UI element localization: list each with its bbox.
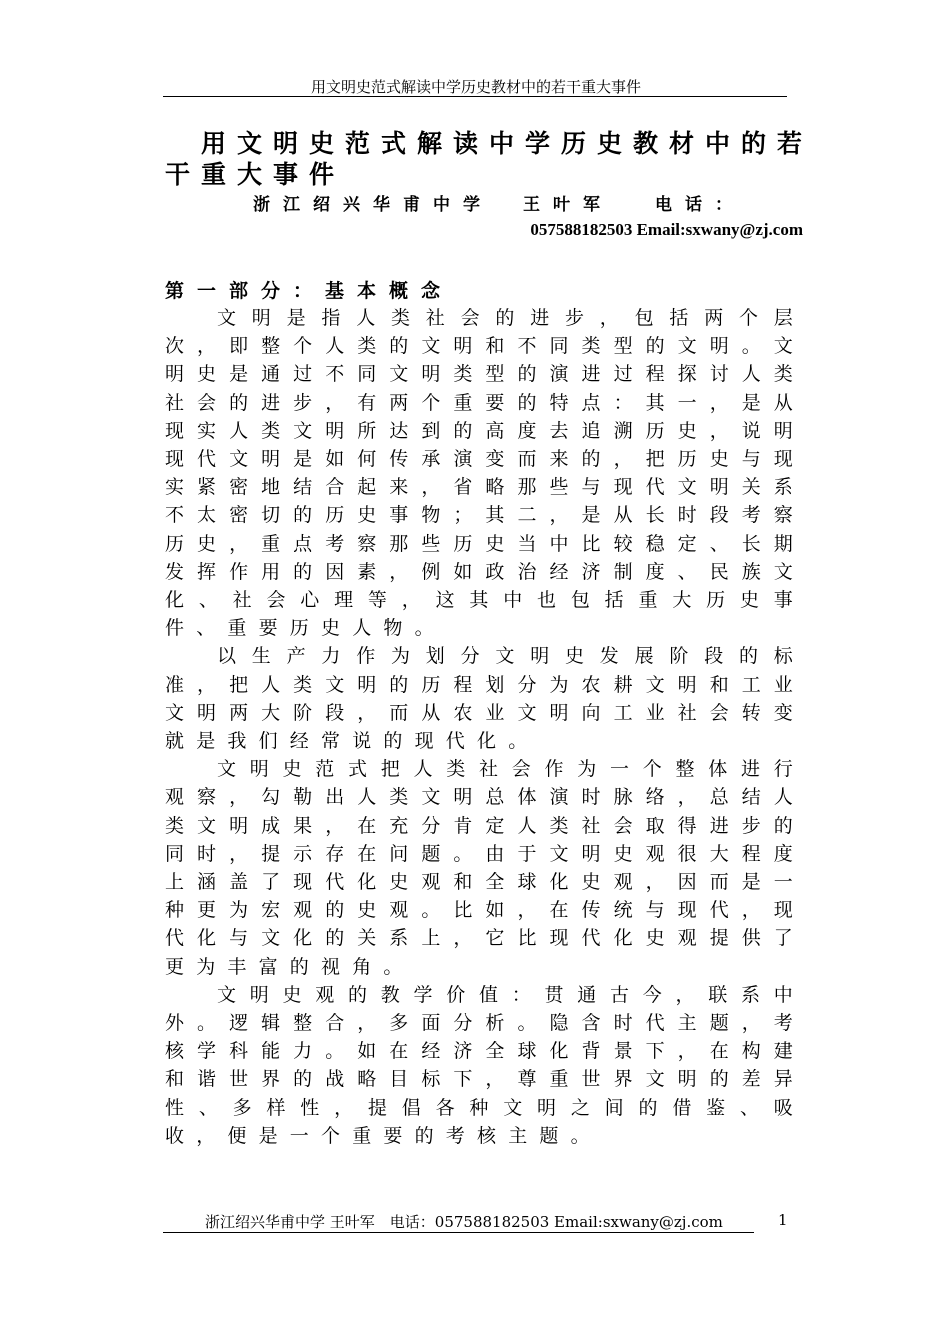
author-line — [253, 190, 813, 215]
section-heading: 第一部分：基本概念 — [165, 280, 454, 302]
running-header: 用文明史范式解读中学历史教材中的若干重大事件 — [310, 78, 641, 96]
running-footer: 浙江绍兴华甫中学 王叶军 电话：057588182503 Email:sxwany@zj.com — [205, 1213, 723, 1231]
document-title: 用文明史范式解读中学历史教材中的若干重大事件 — [165, 129, 814, 189]
footer-divider — [163, 1232, 754, 1233]
paragraph: 文明史观的教学价值：贯通古今，联系中外。逻辑整合，多面分析。隐含时代主题，考核学科能力。如在经济全球化背景下，在构建和谐世界的战略目标下，尊重世界文明的差异性、多样性，提倡各种文明之间的借鉴、吸收，便是一个重要的考核主题。 — [165, 983, 805, 1147]
paragraph: 文明是指人类社会的进步，包括两个层次，即整个人类的文明和不同类型的文明。文明史是通过不同文明类型的演进过程探讨人类社会的进步，有两个重要的特点：其一，是从现实人类文明所达到的高度去追溯历史，说明现代文明是如何传承演变而来的，把历史与现实紧密地结合起来，省略那些与现代文明关系不太密切的历史事物；其二，是从长时段考察历史，重点考察那些历史当中比较稳定、长期发挥作用的因素，例如政治经济制度、民族文化、社会心理等，这其中也包括重大历史事件、重要历史人物。 — [165, 307, 805, 640]
author-school-name: 浙江绍兴华甫中学 王叶军 — [253, 195, 613, 215]
page-number: 1 — [778, 1211, 788, 1229]
header-divider — [163, 96, 787, 97]
paragraph: 文明史范式把人类社会作为一个整体进行观察，勾勒出人类文明总体演时脉络，总结人类文明成果，在充分肯定人类社会取得进步的同时，提示存在问题。由于文明史观很大程度上涵盖了现代化史观和全球化史观，因而是一种更为宏观的史观。比如，在传统与现代，现代化与文化的关系上，它比现代化史观提供了更为丰富的视角。 — [165, 758, 805, 978]
contact-line: 057588182503 Email:sxwany@zj.com — [530, 220, 803, 239]
author-phone-label: 电话： — [655, 195, 745, 215]
body-text — [165, 304, 805, 1150]
paragraph: 以生产力作为划分文明史发展阶段的标准，把人类文明的历程划分为农耕文明和工业文明两大阶段，而从农业文明向工业社会转变就是我们经常说的现代化。 — [165, 645, 805, 753]
